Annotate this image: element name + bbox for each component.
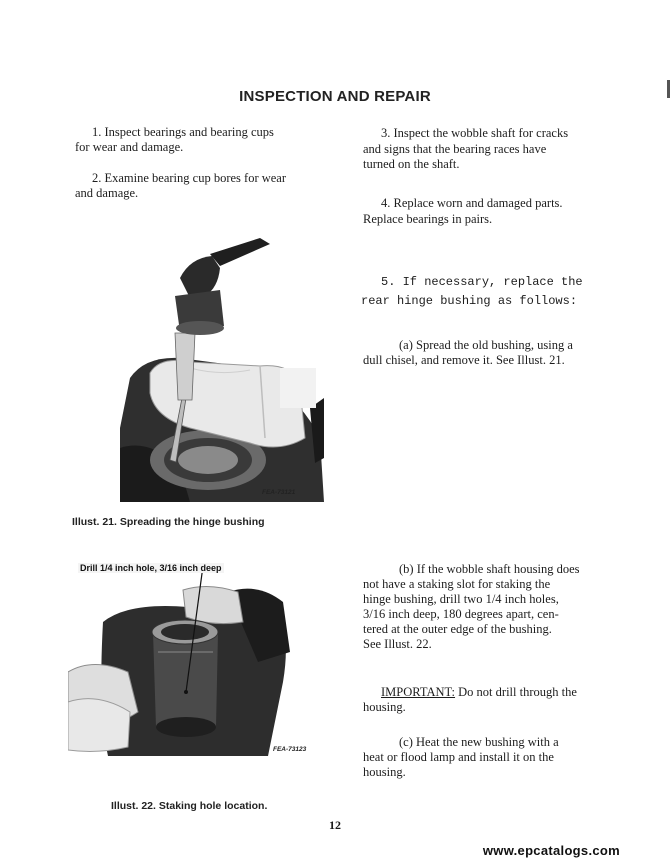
substep-b-line-5: tered at the outer edge of the bushing. [363, 622, 552, 636]
illust-22-code: FEA-73123 [273, 746, 307, 753]
substep-c-line-1: (c) Heat the new bushing with a [399, 735, 559, 749]
substep-a-line-1: (a) Spread the old bushing, using a [399, 338, 573, 352]
illust-22-caption: Illust. 22. Staking hole location. [111, 800, 268, 812]
page-title: INSPECTION AND REPAIR [239, 88, 431, 105]
step-4-line-1: 4. Replace worn and damaged parts. [381, 196, 563, 210]
step-2-line-1: 2. Examine bearing cup bores for wear [92, 171, 287, 185]
important-note [381, 685, 577, 701]
illust-22-drill-label: Drill 1/4 inch hole, 3/16 inch deep [80, 563, 222, 573]
step-3-line-1: 3. Inspect the wobble shaft for cracks [381, 126, 569, 140]
substep-c-line-2: heat or flood lamp and install it on the [363, 750, 554, 764]
hinge-bushing-spreading-image [120, 238, 324, 502]
step-2-line-2: and damage. [75, 186, 139, 200]
substep-a-line-2: dull chisel, and remove it. See Illust. 21. [363, 353, 565, 367]
substep-b-line-2: not have a staking slot for staking the [363, 577, 551, 591]
illust-21-photo [120, 238, 324, 502]
important-label: IMPORTANT: [381, 685, 456, 699]
substep-b-line-6: See Illust. 22. [363, 637, 432, 651]
step-1-line-1: 1. Inspect bearings and bearing cups [92, 125, 274, 139]
step-1-line-2: for wear and damage. [75, 140, 184, 154]
step-3-line-3: turned on the shaft. [363, 157, 460, 171]
substep-b-line-1: (b) If the wobble shaft housing does [399, 562, 580, 576]
important-text: Do not drill through the [455, 685, 577, 699]
substep-b-line-3: hinge bushing, drill two 1/4 inch holes, [363, 592, 559, 606]
step-5-line-2: rear hinge bushing as follows: [361, 294, 578, 308]
illust-21-caption: Illust. 21. Spreading the hinge bushing [72, 516, 265, 528]
substep-c-line-3: housing. [363, 765, 406, 779]
watermark: www.epcatalogs.com [482, 843, 620, 858]
staking-hole-image [68, 562, 308, 756]
step-3-line-2: and signs that the bearing races have [363, 142, 547, 156]
step-5-line-1: 5. If necessary, replace the [381, 275, 583, 289]
illust-21-code: FEA-73121 [262, 489, 296, 496]
important-line-2: housing. [363, 700, 406, 714]
substep-b-line-4: 3/16 inch deep, 180 degrees apart, cen- [363, 607, 559, 621]
step-4-line-2: Replace bearings in pairs. [363, 212, 493, 226]
page-number: 12 [329, 818, 341, 832]
illust-22-photo [68, 562, 308, 756]
